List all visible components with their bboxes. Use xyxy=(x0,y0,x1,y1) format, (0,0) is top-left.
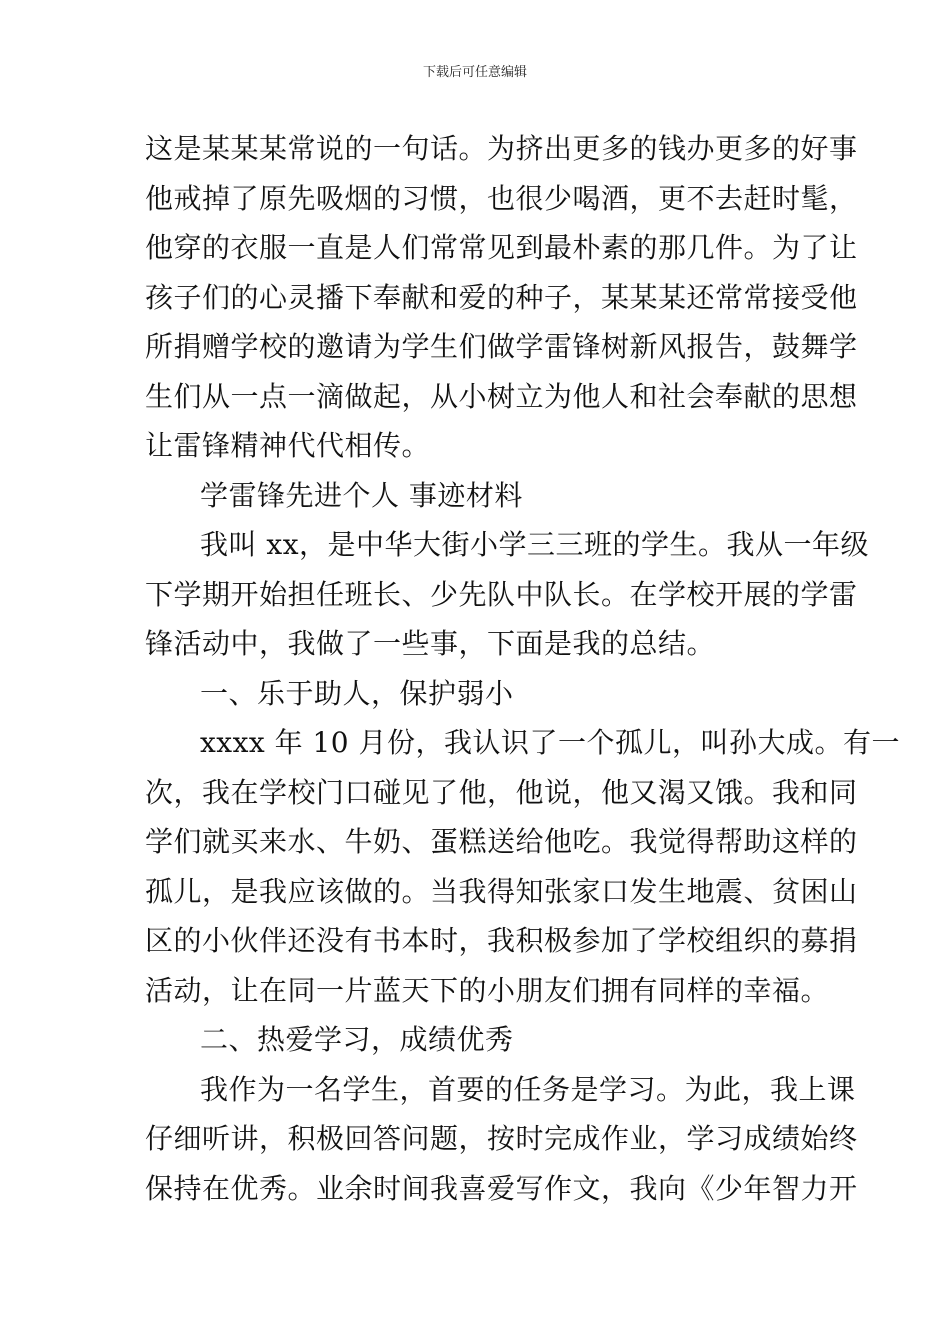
text-line: 孤儿，是我应该做的。当我得知张家口发生地震、贫困山 xyxy=(145,874,858,908)
text-line: 他戒掉了原先吸烟的习惯，也很少喝酒，更不去赶时髦， xyxy=(145,181,858,215)
text-line: 区的小伙伴还没有书本时，我积极参加了学校组织的募捐 xyxy=(145,924,858,957)
text-line: 活动，让在同一片蓝天下的小朋友们拥有同样的幸福。 xyxy=(145,973,830,1007)
text-line: 所捐赠学校的邀请为学生们做学雷锋树新风报告，鼓舞学 xyxy=(145,330,858,363)
text-line: 锋活动中，我做了一些事，下面是我的总结。 xyxy=(145,627,716,660)
text-line: 次，我在学校门口碰见了他，他说，他又渴又饿。我和同 xyxy=(145,775,858,809)
text-line: 生们从一点一滴做起，从小树立为他人和社会奉献的思想 xyxy=(145,379,858,413)
text-line: 下学期开始担任班长、少先队中队长。在学校开展的学雷 xyxy=(145,577,858,611)
paragraph-start: 我作为一名学生，首要的任务是学习。为此，我上课 xyxy=(200,1072,856,1106)
text-line: 这是某某某常说的一句话。为挤出更多的钱办更多的好事 xyxy=(145,132,858,165)
text-line: 保持在优秀。业余时间我喜爱写作文，我向《少年智力开 xyxy=(145,1171,858,1205)
text-line: 让雷锋精神代代相传。 xyxy=(145,429,431,462)
section-title: 学雷锋先进个人 事迹材料 xyxy=(200,478,523,512)
paragraph-start: xxxx 年 10 月份，我认识了一个孤儿，叫孙大成。有一 xyxy=(200,726,900,759)
section-heading: 一、乐于助人，保护弱小 xyxy=(200,676,514,710)
paragraph-start: 我叫 xx，是中华大街小学三三班的学生。我从一年级 xyxy=(200,528,869,561)
text-line: 孩子们的心灵播下奉献和爱的种子，某某某还常常接受他 xyxy=(145,280,858,314)
text-line: 学们就买来水、牛奶、蛋糕送给他吃。我觉得帮助这样的 xyxy=(145,825,858,858)
document-body xyxy=(145,124,900,1213)
text-line: 他穿的衣服一直是人们常常见到最朴素的那几件。为了让 xyxy=(145,231,858,264)
page-header-note: 下载后可任意编辑 xyxy=(422,65,527,80)
section-heading: 二、热爱学习，成绩优秀 xyxy=(200,1023,514,1056)
text-line: 仔细听讲，积极回答问题，按时完成作业，学习成绩始终 xyxy=(145,1122,858,1155)
